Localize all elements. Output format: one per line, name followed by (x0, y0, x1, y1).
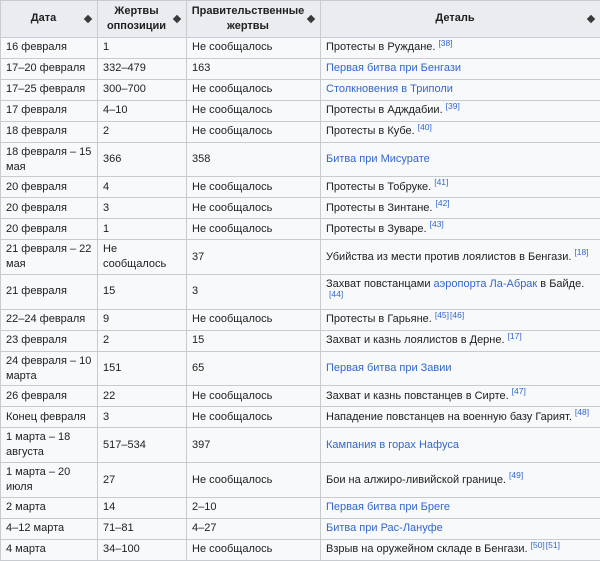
date-cell: 18 февраля (1, 121, 98, 142)
government-casualties-cell: Не сообщалось (187, 79, 321, 100)
detail-cell (321, 428, 600, 463)
opposition-casualties-cell: 3 (98, 407, 187, 428)
government-casualties-cell: Не сообщалось (187, 37, 321, 58)
detail-text: Нападение повстанцев на военную базу Гарият. (326, 411, 572, 423)
table-row (1, 121, 600, 142)
column-header-date-label: Дата (31, 12, 56, 24)
opposition-casualties-cell: 34–100 (98, 539, 187, 560)
government-casualties-cell: Не сообщалось (187, 539, 321, 560)
table-row (1, 351, 600, 386)
government-casualties-cell: Не сообщалось (187, 309, 321, 330)
table-row (1, 219, 600, 240)
government-casualties-cell: 37 (187, 240, 321, 275)
detail-text: Протесты в Зуваре. (326, 223, 427, 235)
government-casualties-cell: 2–10 (187, 497, 321, 518)
opposition-casualties-cell: 2 (98, 330, 187, 351)
detail-cell (321, 275, 600, 310)
sort-icon[interactable] (173, 15, 181, 23)
detail-cell (321, 330, 600, 351)
table-header (1, 1, 600, 38)
detail-link[interactable]: Битва при Рас-Лануфе (326, 522, 443, 534)
detail-text: Убийства из мести против лоялистов в Бенгази. (326, 251, 571, 263)
table-row (1, 142, 600, 177)
table-row (1, 407, 600, 428)
government-casualties-cell: Не сообщалось (187, 463, 321, 498)
opposition-casualties-cell: 2 (98, 121, 187, 142)
date-cell: 26 февраля (1, 386, 98, 407)
date-cell: 1 марта – 18 августа (1, 428, 98, 463)
column-header-government-casualties[interactable] (187, 1, 321, 38)
table-row (1, 198, 600, 219)
reference-link[interactable]: [18] (574, 247, 588, 257)
date-cell: 21 февраля – 22 мая (1, 240, 98, 275)
table-body (1, 37, 600, 560)
opposition-casualties-cell: 151 (98, 351, 187, 386)
table-row (1, 497, 600, 518)
detail-cell (321, 121, 600, 142)
date-cell: 24 февраля – 10 марта (1, 351, 98, 386)
reference-link[interactable]: [46] (450, 310, 464, 320)
detail-cell (321, 58, 600, 79)
detail-link[interactable]: Первая битва при Бреге (326, 501, 450, 513)
header-row (1, 1, 600, 38)
reference-link[interactable]: [48] (575, 407, 589, 417)
sort-icon[interactable] (307, 15, 315, 23)
date-cell: 18 февраля – 15 мая (1, 142, 98, 177)
reference-link[interactable]: [17] (508, 331, 522, 341)
table-row (1, 100, 600, 121)
reference-link[interactable]: [42] (435, 198, 449, 208)
table-row (1, 463, 600, 498)
table-row (1, 240, 600, 275)
table-row (1, 37, 600, 58)
reference-link[interactable]: [43] (430, 219, 444, 229)
reference-link[interactable]: [44] (329, 289, 343, 299)
detail-link[interactable]: аэропорта Ла-Абрак (434, 278, 538, 290)
detail-cell (321, 142, 600, 177)
opposition-casualties-cell: 4–10 (98, 100, 187, 121)
column-header-detail-label: Деталь (435, 12, 474, 24)
date-cell: 20 февраля (1, 198, 98, 219)
table-row (1, 309, 600, 330)
government-casualties-cell: Не сообщалось (187, 219, 321, 240)
government-casualties-cell: Не сообщалось (187, 100, 321, 121)
detail-text: Захват и казнь повстанцев в Сирте. (326, 390, 509, 402)
detail-text: Протесты в Руждане. (326, 41, 435, 53)
table-row (1, 177, 600, 198)
detail-link[interactable]: Битва при Мисурате (326, 153, 430, 165)
government-casualties-cell: Не сообщалось (187, 386, 321, 407)
table-row (1, 539, 600, 560)
detail-cell (321, 240, 600, 275)
reference-link[interactable]: [39] (446, 101, 460, 111)
sort-icon[interactable] (587, 15, 595, 23)
detail-link[interactable]: Первая битва при Завии (326, 362, 452, 374)
reference-link[interactable]: [45] (435, 310, 449, 320)
detail-text: Протесты в Кубе. (326, 125, 415, 137)
detail-cell (321, 309, 600, 330)
detail-cell (321, 351, 600, 386)
detail-cell (321, 407, 600, 428)
opposition-casualties-cell: 9 (98, 309, 187, 330)
opposition-casualties-cell: 366 (98, 142, 187, 177)
detail-text: Захват повстанцами (326, 278, 434, 290)
government-casualties-cell: 397 (187, 428, 321, 463)
detail-text: в Байде. (537, 278, 584, 290)
detail-cell (321, 219, 600, 240)
detail-link[interactable]: Первая битва при Бенгази (326, 62, 461, 74)
detail-cell (321, 177, 600, 198)
opposition-casualties-cell: 14 (98, 497, 187, 518)
detail-cell (321, 386, 600, 407)
detail-text: Протесты в Зинтане. (326, 202, 432, 214)
opposition-casualties-cell: 15 (98, 275, 187, 310)
table-row (1, 428, 600, 463)
reference-link[interactable]: [47] (512, 386, 526, 396)
detail-cell (321, 497, 600, 518)
date-cell: 4 марта (1, 539, 98, 560)
opposition-casualties-cell: 332–479 (98, 58, 187, 79)
government-casualties-cell: 65 (187, 351, 321, 386)
reference-link[interactable]: [38] (438, 38, 452, 48)
sort-icon[interactable] (84, 15, 92, 23)
detail-link[interactable]: Кампания в горах Нафуса (326, 439, 459, 451)
detail-cell (321, 539, 600, 560)
opposition-casualties-cell: 3 (98, 198, 187, 219)
opposition-casualties-cell: 517–534 (98, 428, 187, 463)
detail-cell (321, 37, 600, 58)
date-cell: 17 февраля (1, 100, 98, 121)
government-casualties-cell: 15 (187, 330, 321, 351)
opposition-casualties-cell: 1 (98, 37, 187, 58)
date-cell: 2 марта (1, 497, 98, 518)
column-header-opposition-casualties-label: Жертвы оппозиции (107, 5, 166, 32)
government-casualties-cell: Не сообщалось (187, 177, 321, 198)
date-cell: 17–25 февраля (1, 79, 98, 100)
opposition-casualties-cell: 1 (98, 219, 187, 240)
date-cell: 20 февраля (1, 219, 98, 240)
date-cell: Конец февраля (1, 407, 98, 428)
table-row (1, 58, 600, 79)
reference-link[interactable]: [40] (418, 122, 432, 132)
detail-text: Протесты в Гарьяне. (326, 313, 432, 325)
detail-text: Бои на алжиро-ливийской границе. (326, 474, 506, 486)
government-casualties-cell: Не сообщалось (187, 121, 321, 142)
government-casualties-cell: Не сообщалось (187, 198, 321, 219)
detail-cell (321, 463, 600, 498)
government-casualties-cell: 163 (187, 58, 321, 79)
opposition-casualties-cell: 4 (98, 177, 187, 198)
detail-link[interactable]: Столкновения в Триполи (326, 83, 453, 95)
detail-cell (321, 518, 600, 539)
detail-cell (321, 100, 600, 121)
date-cell: 17–20 февраля (1, 58, 98, 79)
government-casualties-cell: 358 (187, 142, 321, 177)
table-row (1, 275, 600, 310)
date-cell: 23 февраля (1, 330, 98, 351)
detail-text: Протесты в Тобруке. (326, 181, 431, 193)
date-cell: 4–12 марта (1, 518, 98, 539)
government-casualties-cell: 3 (187, 275, 321, 310)
government-casualties-cell: Не сообщалось (187, 407, 321, 428)
column-header-date[interactable] (1, 1, 98, 38)
opposition-casualties-cell: Не сообщалось (98, 240, 187, 275)
reference-link[interactable]: [49] (509, 470, 523, 480)
date-cell: 22–24 февраля (1, 309, 98, 330)
detail-text: Взрыв на оружейном складе в Бенгази. (326, 543, 528, 555)
table-row (1, 386, 600, 407)
reference-link[interactable]: [50] (531, 540, 545, 550)
date-cell: 20 февраля (1, 177, 98, 198)
opposition-casualties-cell: 27 (98, 463, 187, 498)
table-row (1, 79, 600, 100)
reference-link[interactable]: [51] (546, 540, 560, 550)
detail-cell (321, 198, 600, 219)
detail-cell (321, 79, 600, 100)
column-header-detail[interactable] (321, 1, 600, 38)
detail-text: Протесты в Адждабии. (326, 104, 443, 116)
opposition-casualties-cell: 22 (98, 386, 187, 407)
column-header-opposition-casualties[interactable] (98, 1, 187, 38)
table-row (1, 518, 600, 539)
date-cell: 1 марта – 20 июля (1, 463, 98, 498)
date-cell: 16 февраля (1, 37, 98, 58)
detail-text: Захват и казнь лоялистов в Дерне. (326, 334, 505, 346)
government-casualties-cell: 4–27 (187, 518, 321, 539)
column-header-government-casualties-label: Правительственные жертвы (192, 5, 305, 32)
opposition-casualties-cell: 71–81 (98, 518, 187, 539)
date-cell: 21 февраля (1, 275, 98, 310)
reference-link[interactable]: [41] (434, 177, 448, 187)
table-row (1, 330, 600, 351)
opposition-casualties-cell: 300–700 (98, 79, 187, 100)
